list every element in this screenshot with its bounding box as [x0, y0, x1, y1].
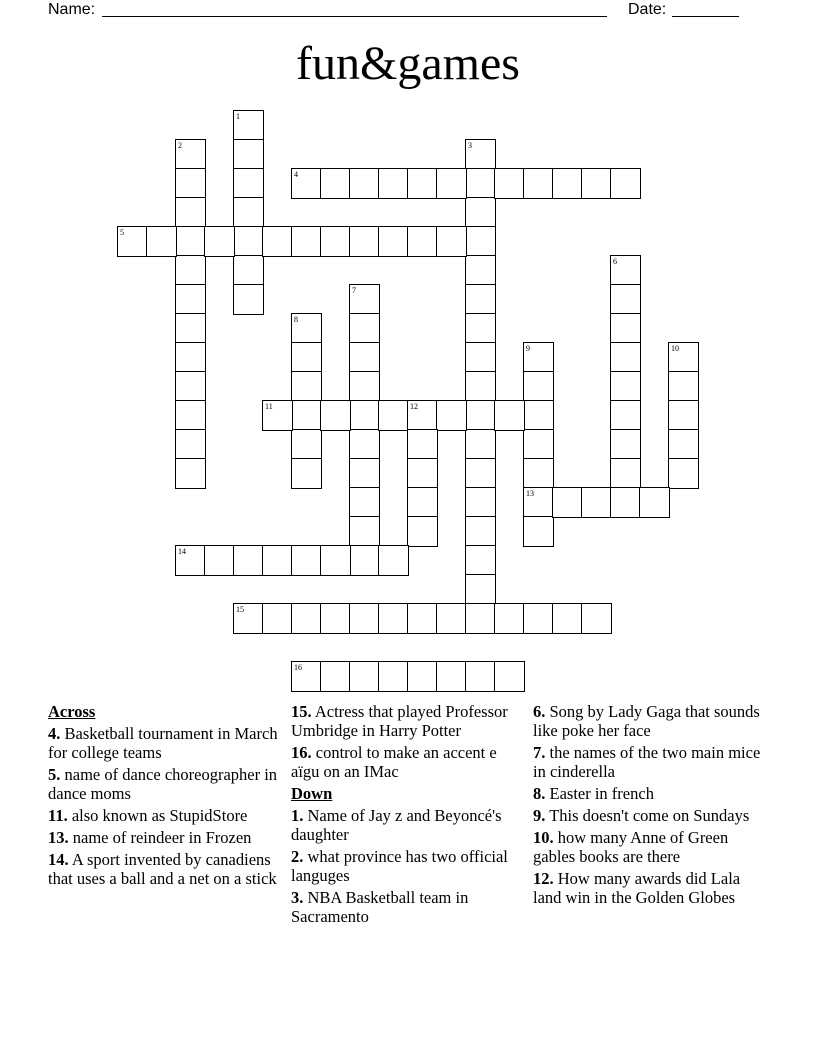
grid-cell[interactable]: [610, 168, 641, 199]
grid-cell[interactable]: [233, 545, 264, 576]
grid-cell[interactable]: [262, 400, 293, 431]
clue-down-6: [533, 702, 769, 740]
grid-cell[interactable]: [291, 226, 322, 257]
grid-cell[interactable]: [465, 197, 496, 228]
grid-cell[interactable]: [465, 458, 496, 489]
grid-cell[interactable]: [349, 516, 380, 547]
grid-cell[interactable]: [610, 313, 641, 344]
grid-cell[interactable]: [523, 429, 554, 460]
grid-cell[interactable]: [378, 226, 409, 257]
grid-cell[interactable]: [668, 458, 699, 489]
grid-cell[interactable]: [349, 313, 380, 344]
grid-cell[interactable]: [494, 661, 525, 692]
grid-cell[interactable]: [552, 168, 583, 199]
cell-number: 5: [120, 228, 124, 237]
grid-cell[interactable]: [407, 226, 438, 257]
grid-cell[interactable]: [262, 603, 293, 634]
grid-cell[interactable]: [436, 168, 467, 199]
grid-cell[interactable]: [291, 429, 322, 460]
clue-number: 8.: [533, 784, 546, 803]
clue-text: Basketball tournament in March for college teams: [48, 724, 278, 762]
grid-cell[interactable]: [465, 313, 496, 344]
grid-cell[interactable]: [262, 226, 293, 257]
grid-cell[interactable]: [175, 284, 206, 315]
grid-cell[interactable]: [320, 603, 351, 634]
grid-cell[interactable]: [668, 371, 699, 402]
grid-cell[interactable]: [523, 400, 554, 431]
clue-number: 16.: [291, 743, 312, 762]
grid-cell[interactable]: [349, 168, 380, 199]
grid-cell[interactable]: [465, 400, 496, 431]
grid-cell[interactable]: [668, 342, 699, 373]
clue-across-5: [48, 765, 284, 803]
clue-number: 1.: [291, 806, 304, 825]
grid-cell[interactable]: [349, 400, 380, 431]
grid-cell[interactable]: [465, 284, 496, 315]
clues-column-1: [48, 702, 284, 891]
clue-text: the names of the two main mice in cinderella: [533, 743, 761, 781]
grid-cell[interactable]: [523, 458, 554, 489]
clue-down-10: [533, 828, 769, 866]
clue-text: NBA Basketball team in Sacramento: [291, 888, 469, 926]
grid-cell[interactable]: [291, 371, 322, 402]
grid-cell[interactable]: [175, 197, 206, 228]
grid-cell[interactable]: [320, 661, 351, 692]
grid-cell[interactable]: [610, 284, 641, 315]
clues-column-3: [533, 702, 769, 910]
grid-cell[interactable]: [349, 603, 380, 634]
cell-number: 13: [526, 489, 534, 498]
clue-down-8: [533, 784, 769, 803]
grid-cell[interactable]: [465, 168, 496, 199]
grid-cell[interactable]: [552, 603, 583, 634]
clue-down-7: [533, 743, 769, 781]
grid-cell[interactable]: [349, 226, 380, 257]
grid-cell[interactable]: [465, 429, 496, 460]
grid-cell[interactable]: [233, 139, 264, 170]
grid-cell[interactable]: [117, 226, 148, 257]
grid-cell[interactable]: [610, 400, 641, 431]
grid-cell[interactable]: [233, 603, 264, 634]
grid-cell[interactable]: [610, 458, 641, 489]
cell-number: 10: [671, 344, 679, 353]
clue-down-12: [533, 869, 769, 907]
clue-across-4: [48, 724, 284, 762]
grid-cell[interactable]: [494, 603, 525, 634]
clue-down-3: [291, 888, 527, 926]
grid-cell[interactable]: [494, 400, 525, 431]
clue-across-16: [291, 743, 527, 781]
clue-number: 9.: [533, 806, 546, 825]
clue-number: 2.: [291, 847, 304, 866]
grid-cell[interactable]: [523, 371, 554, 402]
clue-number: 6.: [533, 702, 546, 721]
grid-cell[interactable]: [320, 545, 351, 576]
clue-down-2: [291, 847, 527, 885]
grid-cell[interactable]: [581, 168, 612, 199]
grid-cell[interactable]: [175, 226, 206, 257]
grid-cell[interactable]: [349, 458, 380, 489]
grid-cell[interactable]: [378, 400, 409, 431]
clue-text: Easter in french: [549, 784, 654, 803]
clue-number: 3.: [291, 888, 304, 907]
grid-cell[interactable]: [175, 313, 206, 344]
grid-cell[interactable]: [407, 429, 438, 460]
grid-cell[interactable]: [320, 168, 351, 199]
grid-cell[interactable]: [552, 487, 583, 518]
clue-text: How many awards did Lala land win in the Golden Globes: [533, 869, 741, 907]
grid-cell[interactable]: [465, 226, 496, 257]
clue-number: 11.: [48, 806, 68, 825]
grid-cell[interactable]: [436, 603, 467, 634]
grid-cell[interactable]: [204, 545, 235, 576]
grid-cell[interactable]: [465, 661, 496, 692]
clue-text: how many Anne of Green gables books are there: [533, 828, 729, 866]
grid-cell[interactable]: [291, 603, 322, 634]
clue-down-1: [291, 806, 527, 844]
grid-cell[interactable]: [610, 255, 641, 286]
clue-text: name of reindeer in Frozen: [72, 828, 252, 847]
grid-cell[interactable]: [407, 603, 438, 634]
grid-cell[interactable]: [262, 545, 293, 576]
cell-number: 8: [294, 315, 298, 324]
cell-number: 14: [178, 547, 186, 556]
grid-cell[interactable]: [465, 574, 496, 605]
cell-number: 6: [613, 257, 617, 266]
grid-cell[interactable]: [407, 661, 438, 692]
grid-cell[interactable]: [465, 603, 496, 634]
grid-cell[interactable]: [465, 516, 496, 547]
grid-cell[interactable]: [349, 284, 380, 315]
grid-cell[interactable]: [175, 255, 206, 286]
page-title: fun&games: [296, 37, 520, 90]
cell-number: 2: [178, 141, 182, 150]
grid-cell[interactable]: [349, 429, 380, 460]
grid-cell[interactable]: [175, 400, 206, 431]
grid-cell[interactable]: [465, 342, 496, 373]
clue-text: Name of Jay z and Beyoncé's daughter: [291, 806, 502, 844]
clue-text: This doesn't come on Sundays: [549, 806, 750, 825]
grid-cell[interactable]: [465, 371, 496, 402]
clue-number: 15.: [291, 702, 312, 721]
grid-cell[interactable]: [175, 545, 206, 576]
grid-cell[interactable]: [465, 545, 496, 576]
clue-text: name of dance choreographer in dance moms: [48, 765, 278, 803]
grid-cell[interactable]: [581, 603, 612, 634]
grid-cell[interactable]: [175, 429, 206, 460]
date-label: Date:: [628, 1, 667, 18]
clue-number: 10.: [533, 828, 554, 847]
clue-number: 4.: [48, 724, 61, 743]
clue-across-13: [48, 828, 284, 847]
clue-number: 7.: [533, 743, 546, 762]
grid-cell[interactable]: [291, 545, 322, 576]
grid-cell[interactable]: [291, 168, 322, 199]
grid-cell[interactable]: [523, 168, 554, 199]
grid-cell[interactable]: [175, 139, 206, 170]
clue-across-14: [48, 850, 284, 888]
cell-number: 16: [294, 663, 302, 672]
grid-cell[interactable]: [523, 487, 554, 518]
grid-cell[interactable]: [581, 487, 612, 518]
clue-text: Song by Lady Gaga that sounds like poke her face: [533, 702, 760, 740]
grid-cell[interactable]: [465, 255, 496, 286]
grid-cell[interactable]: [233, 284, 264, 315]
grid-cell[interactable]: [407, 487, 438, 518]
grid-cell[interactable]: [291, 313, 322, 344]
grid-cell[interactable]: [175, 371, 206, 402]
grid-cell[interactable]: [349, 661, 380, 692]
cell-number: 1: [236, 112, 240, 121]
clue-text: Actress that played Professor Umbridge in Harry Potter: [291, 702, 508, 740]
grid-cell[interactable]: [523, 603, 554, 634]
grid-cell[interactable]: [320, 400, 351, 431]
grid-cell[interactable]: [291, 400, 322, 431]
clue-across-11: [48, 806, 284, 825]
grid-cell[interactable]: [233, 110, 264, 141]
grid-cell[interactable]: [291, 661, 322, 692]
cell-number: 7: [352, 286, 356, 295]
cell-number: 11: [265, 402, 273, 411]
grid-cell[interactable]: [436, 400, 467, 431]
grid-cell[interactable]: [204, 226, 235, 257]
grid-cell[interactable]: [436, 661, 467, 692]
grid-cell[interactable]: [349, 487, 380, 518]
grid-cell[interactable]: [378, 545, 409, 576]
grid-cell[interactable]: [175, 458, 206, 489]
name-label: Name:: [48, 1, 96, 18]
grid-cell[interactable]: [233, 168, 264, 199]
clue-text: A sport invented by canadiens that uses a ball and a net on a stick: [48, 850, 277, 888]
grid-cell[interactable]: [407, 400, 438, 431]
clue-number: 5.: [48, 765, 61, 784]
grid-cell[interactable]: [436, 226, 467, 257]
grid-cell[interactable]: [378, 661, 409, 692]
grid-cell[interactable]: [668, 400, 699, 431]
grid-cell[interactable]: [407, 458, 438, 489]
grid-cell[interactable]: [407, 516, 438, 547]
cell-number: 4: [294, 170, 298, 179]
grid-cell[interactable]: [175, 168, 206, 199]
grid-cell[interactable]: [349, 545, 380, 576]
grid-cell[interactable]: [349, 342, 380, 373]
clue-down-9: [533, 806, 769, 825]
cell-number: 12: [410, 402, 418, 411]
clue-across-15: [291, 702, 527, 740]
grid-cell[interactable]: [175, 342, 206, 373]
grid-cell[interactable]: [668, 429, 699, 460]
grid-cell[interactable]: [610, 429, 641, 460]
clue-text: also known as StupidStore: [71, 806, 248, 825]
across-heading: Across: [48, 702, 96, 721]
clue-number: 14.: [48, 850, 69, 869]
clue-text: what province has two official languges: [291, 847, 508, 885]
grid-cell[interactable]: [233, 197, 264, 228]
clue-number: 13.: [48, 828, 69, 847]
grid-cell[interactable]: [146, 226, 177, 257]
cell-number: 15: [236, 605, 244, 614]
grid-cell[interactable]: [465, 487, 496, 518]
grid-cell[interactable]: [523, 516, 554, 547]
clue-number: 12.: [533, 869, 554, 888]
grid-cell[interactable]: [523, 342, 554, 373]
down-heading: Down: [291, 784, 333, 803]
grid-cell[interactable]: [465, 139, 496, 170]
grid-cell[interactable]: [349, 371, 380, 402]
grid-cell[interactable]: [233, 226, 264, 257]
grid-cell[interactable]: [291, 342, 322, 373]
grid-cell[interactable]: [610, 371, 641, 402]
clues-column-2: [291, 702, 527, 929]
grid-cell[interactable]: [378, 603, 409, 634]
grid-cell[interactable]: [639, 487, 670, 518]
grid-cell[interactable]: [320, 226, 351, 257]
grid-cell[interactable]: [378, 168, 409, 199]
grid-cell[interactable]: [407, 168, 438, 199]
grid-cell[interactable]: [610, 342, 641, 373]
cell-number: 9: [526, 344, 530, 353]
grid-cell[interactable]: [494, 168, 525, 199]
clue-text: control to make an accent e aïgu on an IMac: [291, 743, 497, 781]
grid-cell[interactable]: [291, 458, 322, 489]
grid-cell[interactable]: [233, 255, 264, 286]
grid-cell[interactable]: [610, 487, 641, 518]
cell-number: 3: [468, 141, 472, 150]
